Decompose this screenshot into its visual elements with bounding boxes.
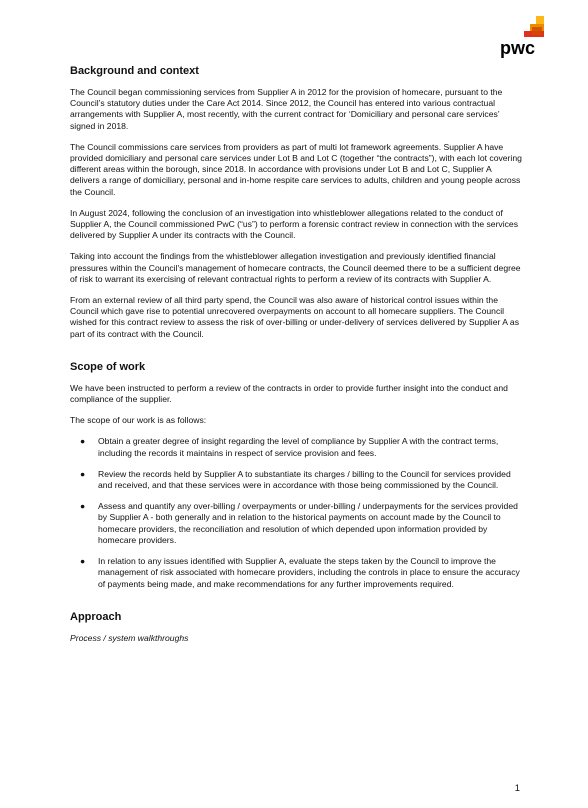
bullet-icon: ●	[80, 436, 86, 447]
scope-bullet-text: In relation to any issues identified with Supplier A, evaluate the steps taken by the Council to improve the management of risk associated with homecare providers, including the controls in place to ensure the accuracy of payments being made, and make recommendations for any further improvements required.	[98, 556, 520, 589]
pwc-logo	[498, 16, 556, 62]
scope-heading: Scope of work	[70, 360, 146, 373]
bullet-icon: ●	[80, 501, 86, 512]
report-body	[70, 64, 522, 654]
page-number: 1	[514, 783, 520, 794]
scope-bullet-item	[70, 436, 522, 458]
scope-bullet-list	[70, 436, 522, 589]
approach-heading: Approach	[70, 610, 122, 623]
background-heading: Background and context	[70, 65, 199, 77]
approach-subheading: Process / system walkthroughs	[70, 632, 189, 643]
background-paragraph-4: Taking into account the findings from the whistleblower allegation investigation and previously identified financial pressures within the Council's management of homecare contracts, the Council deemed there to be a sufficient degree of risk to warrant its exercising of relevant contractual rights to perform a review of its contracts with Supplier A.	[70, 251, 521, 284]
bullet-icon: ●	[80, 556, 86, 567]
scope-bullet-text: Assess and quantify any over-billing / overpayments or under-billing / underpayments for the services provided by Supplier A - both generally and in relation to the historical payments on account made by the Council to homecare providers, the reconciliation and resolution of which depended upon information provided by homecare providers.	[98, 501, 518, 545]
background-paragraph-2: The Council commissions care services from providers as part of multi lot framework agreements. Supplier A have provided domiciliary and personal care services under Lot B and Lot C (together “the contracts”), with each lot covering different areas within the borough, since 2018. In accordance with provisions under Lot B and Lot C, Supplier A delivers a range of domiciliary, personal and in-home respite care services to adults, children and young people across the Council.	[70, 141, 522, 197]
scope-bullet-text: Obtain a greater degree of insight regarding the level of compliance by Supplier A with the contract terms, including the records it maintains in respect of service provision and fees.	[98, 436, 499, 458]
scope-paragraph-2: The scope of our work is as follows:	[70, 415, 207, 426]
bullet-icon: ●	[80, 468, 86, 479]
background-paragraph-5: From an external review of all third party spend, the Council was also aware of historical control issues within the Council which gave rise to potential unrecovered overpayments on account to all homecare suppliers. The Council wished for this contract review to assess the risk of over-billing or under-delivery of services delivered by Supplier A as part of its contract with the Council.	[70, 295, 519, 339]
scope-bullet-item	[70, 556, 522, 590]
pwc-logo-mark	[498, 16, 556, 62]
scope-bullet-text: Review the records held by Supplier A to substantiate its charges / billing to the Council for services provided and received, and that these services were in accordance with those being commissioned by the Council.	[98, 468, 511, 491]
scope-paragraph-1: We have been instructed to perform a review of the contracts in order to provide further insight into the conduct and compliance of the supplier.	[70, 382, 508, 405]
background-paragraph-1: The Council began commissioning services from Supplier A in 2012 for the provision of homecare, pursuant to the Council’s statutory duties under the Care Act 2014. Since 2012, the Council has entered into various contractual arrangements with Supplier A, most recently, with the current contract for ‘Domiciliary and personal care services’ signed in 2018.	[70, 87, 503, 131]
svg-text:pwc: pwc	[500, 38, 536, 58]
scope-bullet-item	[70, 501, 522, 546]
scope-bullet-item	[70, 469, 522, 491]
background-paragraph-3: In August 2024, following the conclusion of an investigation into whistleblower allegations related to the conduct of Supplier A, the Council commissioned PwC (“us”) to perform a forensic contract review in connection with the services delivered by Supplier A under its contracts with the Council.	[70, 207, 519, 241]
